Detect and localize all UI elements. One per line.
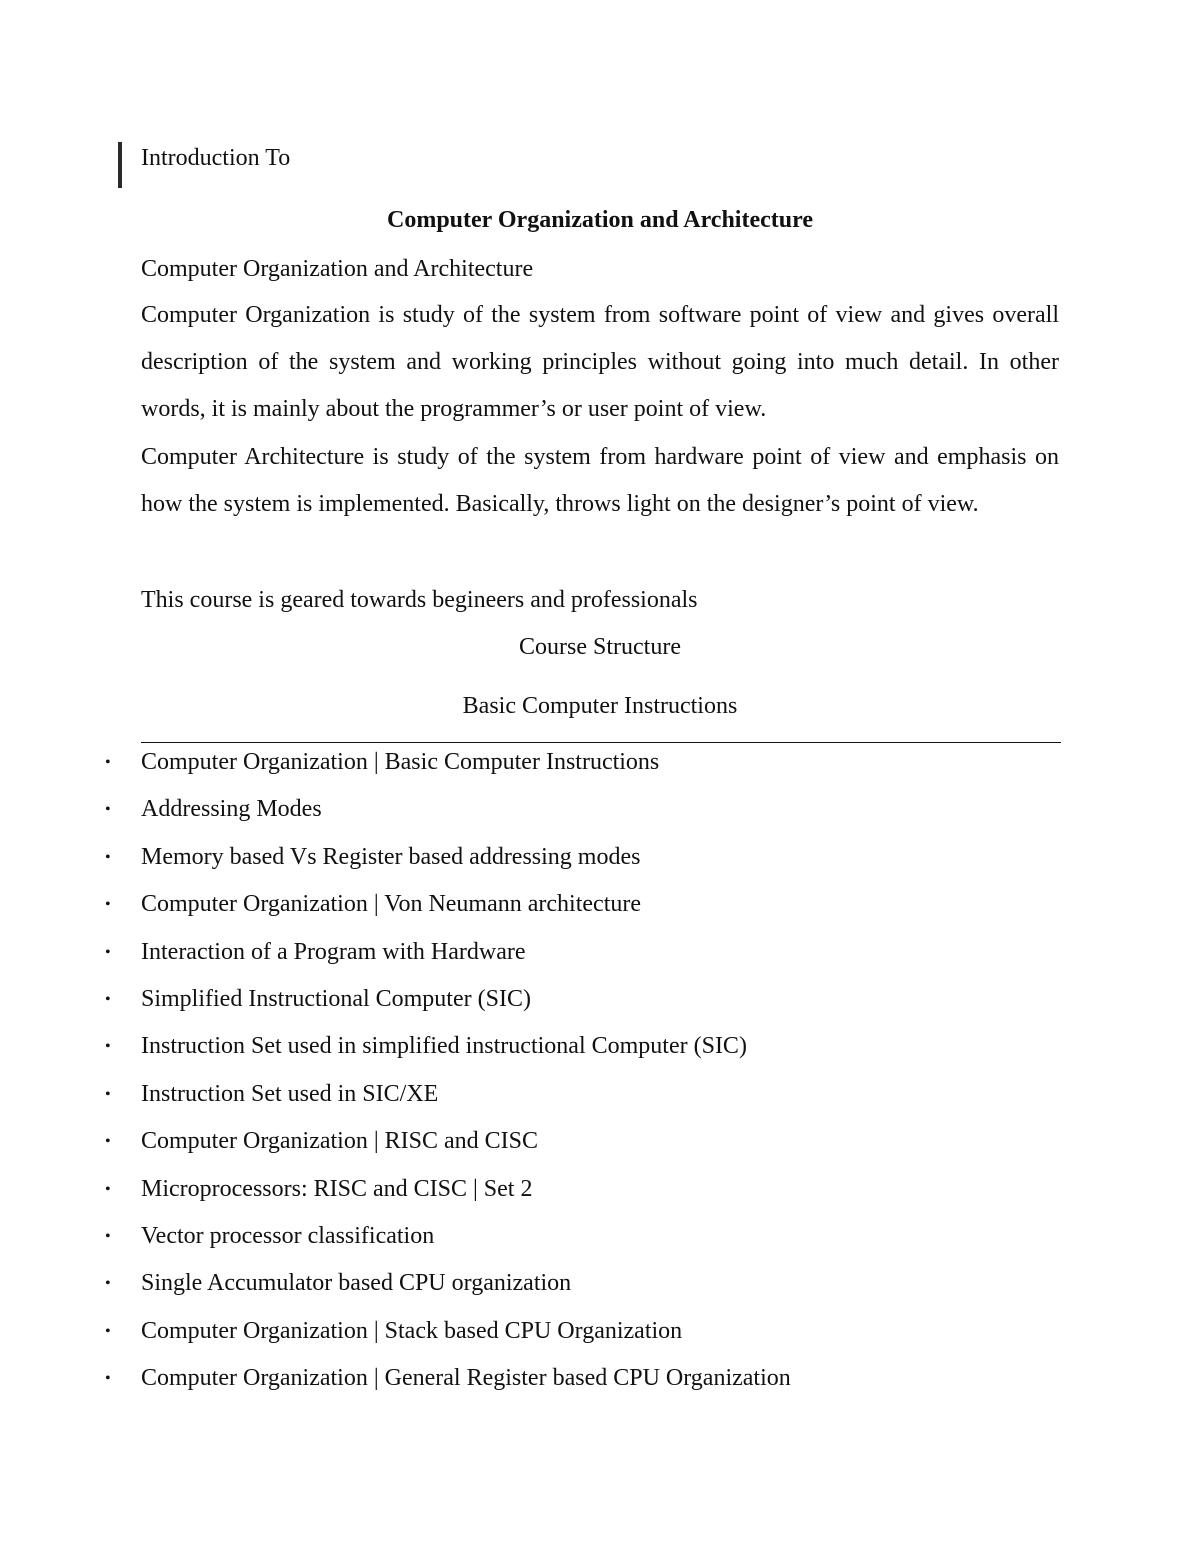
list-item [105,740,1059,787]
list-item-label: Computer Organization | Basic Computer Instructions [141,749,660,775]
list-item-label: Computer Organization | RISC and CISC [141,1128,539,1155]
bullet-icon: • [105,801,111,819]
list-item [105,1261,1059,1308]
list-item [105,1119,1059,1166]
list-item-label: Interaction of a Program with Hardware [141,938,526,965]
list-item-label: Computer Organization | Stack based CPU Organization [141,1317,683,1344]
list-item [105,1356,1059,1403]
list-item-label: Instruction Set used in simplified instructional Computer (SIC) [141,1033,747,1060]
bullet-icon: • [105,1227,111,1245]
bullet-icon: • [105,1370,111,1388]
course-structure-heading: Course Structure [519,634,681,660]
bullet-icon: • [105,754,111,771]
list-item [105,1072,1059,1119]
bullet-icon: • [105,1038,111,1056]
list-item [105,835,1059,882]
list-item [105,882,1059,929]
bullet-icon: • [105,1180,111,1198]
list-item-label: Addressing Modes [141,796,322,823]
list-item-label: Vector processor classification [141,1222,435,1249]
list-item [105,930,1059,977]
bullet-icon: • [105,896,111,914]
list-item [105,787,1059,834]
list-item-label: Computer Organization | General Register based CPU Organization [141,1365,791,1392]
bullet-icon: • [105,1322,111,1340]
list-item [105,1309,1059,1356]
page-title: Computer Organization and Architecture [387,207,813,233]
list-item [105,1214,1059,1261]
list-item [105,1024,1059,1071]
list-item-label: Memory based Vs Register based addressing modes [141,843,641,870]
bullet-icon: • [105,1275,111,1293]
bullet-icon: • [105,848,111,866]
list-item [105,1167,1059,1214]
bullet-icon: • [105,990,111,1008]
list-item [105,977,1059,1024]
intro-heading: Introduction To [141,145,291,171]
section-heading: Basic Computer Instructions [462,693,738,719]
paragraph-architecture: Computer Architecture is study of the system from hardware point of view and emphasis on how the system is implemented. Basically, throws light on the designer’s point of view. [141,444,1059,517]
list-item-label: Single Accumulator based CPU organization [141,1270,572,1297]
topic-list [105,740,1059,1403]
bullet-icon: • [105,943,111,961]
paragraph-organization: Computer Organization is study of the system from software point of view and gives overall description of the system and working principles without going into much detail. In other words, it is mainly about the programmer’s or user point of view. [141,302,1059,422]
list-item-label: Microprocessors: RISC and CISC | Set 2 [141,1175,533,1202]
list-item-label: Simplified Instructional Computer (SIC) [141,985,531,1012]
margin-change-bar [118,142,122,188]
bullet-icon: • [105,1133,111,1151]
bullet-icon: • [105,1085,111,1103]
paragraph-course: This course is geared towards begineers and professionals [141,587,698,613]
list-item-label: Instruction Set used in SIC/XE [141,1080,439,1107]
list-item-label: Computer Organization | Von Neumann architecture [141,891,642,918]
subtitle: Computer Organization and Architecture [141,256,534,282]
